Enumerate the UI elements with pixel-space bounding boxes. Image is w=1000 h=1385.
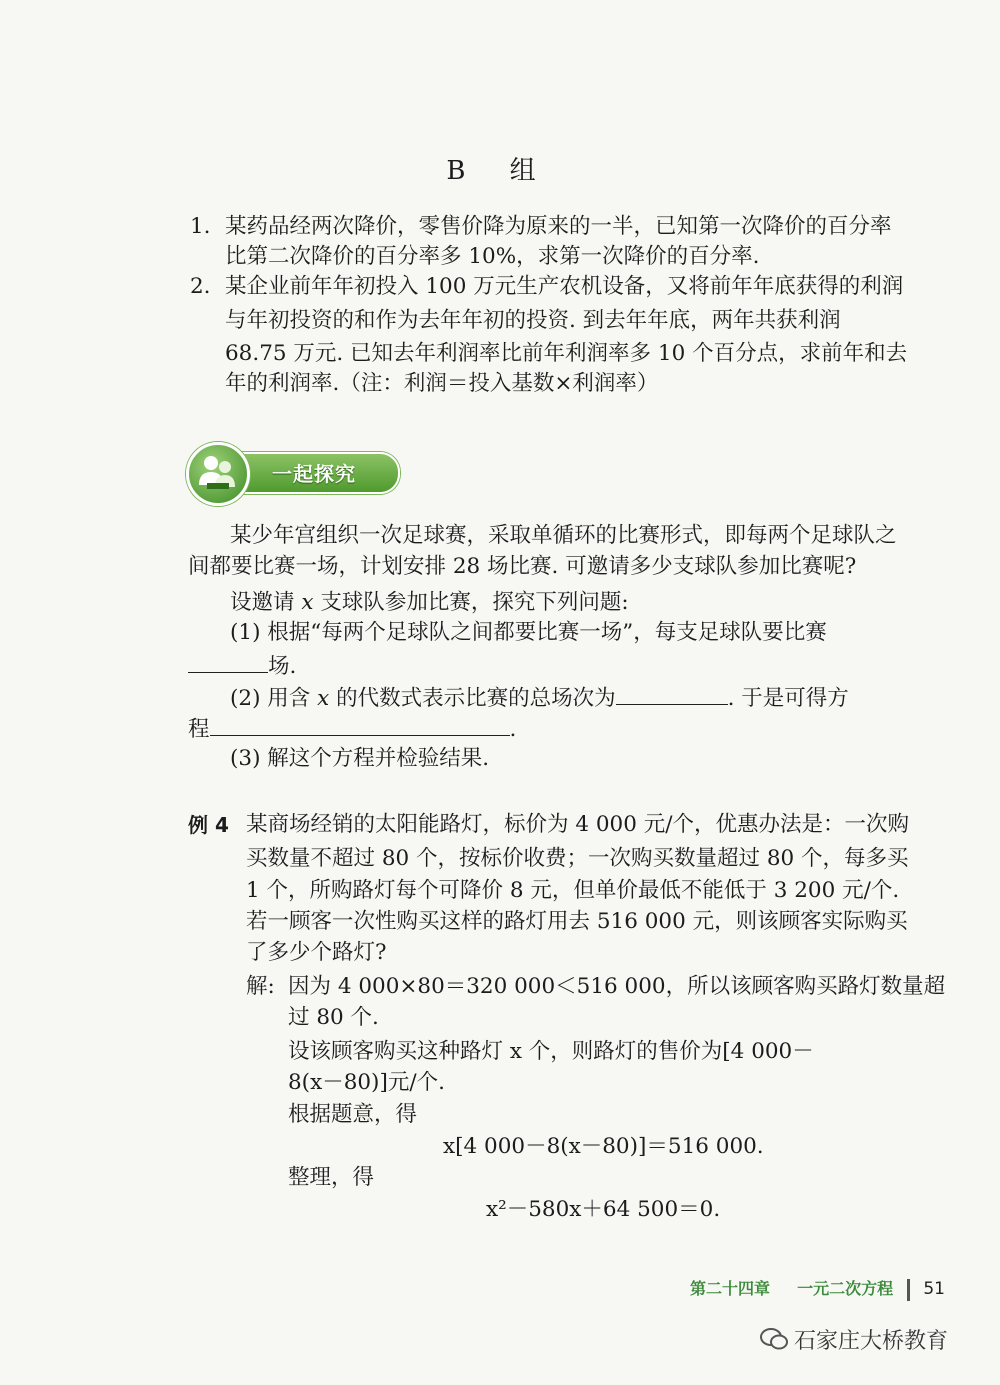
- question-2-expression-blank[interactable]: [616, 682, 728, 705]
- example-line-3: 1 个，所购路灯每个可降价 8 元，但单价最低不能低于 3 200 元/个.: [246, 878, 900, 903]
- example-line-5: 了多少个路灯?: [246, 940, 387, 965]
- question-2-text-b: 的代数式表示比赛的总场次为: [329, 686, 616, 711]
- wechat-icon: [760, 1327, 788, 1357]
- problem-2-number: 2.: [190, 274, 211, 299]
- explore-intro-line-1: 某少年宫组织一次足球赛，采取单循环的比赛形式，即每两个足球队之: [230, 523, 897, 548]
- solution-line-4: 8(x－80)]元/个.: [288, 1070, 445, 1095]
- problem-1-line-1: 某药品经两次降价，零售价降为原来的一半，已知第一次降价的百分率: [225, 214, 892, 239]
- example-line-1: 某商场经销的太阳能路灯，标价为 4 000 元/个，优惠办法是：一次购: [246, 812, 909, 837]
- problem-1-number: 1.: [190, 214, 211, 239]
- problem-2-line-4: 年的利润率.（注：利润＝投入基数×利润率）: [225, 371, 659, 396]
- solution-line-6: 整理，得: [288, 1165, 375, 1190]
- problem-2-line-3: 68.75 万元. 已知去年利润率比前年利润率多 10 个百分点，求前年和去: [225, 341, 908, 366]
- footer-divider: [907, 1279, 910, 1301]
- question-2-equation-blank[interactable]: [210, 713, 510, 736]
- example-line-2: 买数量不超过 80 个，按标价收费；一次购买数量超过 80 个，每多买: [246, 846, 909, 871]
- page-number: 51: [923, 1279, 945, 1299]
- explore-badge: [186, 442, 398, 500]
- question-1-answer-blank[interactable]: [188, 650, 268, 673]
- equation-1: x[4 000－8(x－80)]＝516 000.: [443, 1134, 764, 1159]
- chapter-title: 一元二次方程: [797, 1279, 894, 1298]
- question-2-line-2: [188, 713, 516, 745]
- group-people-icon: [186, 442, 250, 506]
- solution-line-3: 设该顾客购买这种路灯 x 个，则路灯的售价为[4 000－: [288, 1039, 814, 1064]
- solution-line-5: 根据题意，得: [288, 1102, 418, 1127]
- question-2-variable: x: [317, 686, 330, 711]
- problem-2-line-2: 与年初投资的和作为去年年初的投资. 到去年年底，两年共获利润: [225, 308, 841, 333]
- explore-setup-text-b: 支球队参加比赛，探究下列问题:: [313, 590, 629, 615]
- solution-label: 解:: [246, 974, 275, 999]
- explore-setup-text-a: 设邀请: [230, 590, 302, 615]
- explore-setup-variable: x: [301, 590, 314, 615]
- question-1-line-2: [188, 650, 296, 682]
- question-2-text-e: .: [509, 717, 517, 742]
- question-1-line-1: (1) 根据“每两个足球队之间都要比赛一场”，每支足球队要比赛: [230, 620, 827, 645]
- group-title: B 组: [446, 156, 554, 186]
- question-2-text-a: (2) 用含: [230, 686, 318, 711]
- question-2-text-c: . 于是可得方: [727, 686, 849, 711]
- chapter-number: 第二十四章: [690, 1279, 771, 1298]
- example-label: 例 4: [188, 813, 229, 837]
- explore-badge-label: 一起探究: [272, 462, 356, 486]
- watermark-text: 石家庄大桥教育: [794, 1329, 949, 1354]
- solution-line-1: 因为 4 000×80＝320 000＜516 000，所以该顾客购买路灯数量超: [288, 974, 946, 999]
- explore-setup: [230, 588, 629, 618]
- solution-line-2: 过 80 个.: [288, 1005, 379, 1030]
- people-icon-graphic: [189, 445, 247, 503]
- page-footer: [690, 1276, 945, 1301]
- problem-1-line-2: 比第二次降价的百分率多 10%，求第一次降价的百分率.: [225, 244, 760, 269]
- problem-2-line-1: 某企业前年年初投入 100 万元生产农机设备，又将前年年底获得的利润: [225, 274, 904, 299]
- question-2-line-1: [230, 682, 849, 714]
- question-3: (3) 解这个方程并检验结果.: [230, 746, 490, 771]
- equation-2: x²－580x＋64 500＝0.: [486, 1197, 721, 1222]
- example-line-4: 若一顾客一次性购买这样的路灯用去 516 000 元，则该顾客实际购买: [246, 909, 908, 934]
- question-2-text-d: 程: [188, 717, 210, 742]
- question-1-text-end: 场.: [268, 654, 297, 679]
- watermark: [760, 1324, 948, 1357]
- explore-intro-line-2: 间都要比赛一场，计划安排 28 场比赛. 可邀请多少支球队参加比赛呢?: [188, 554, 857, 579]
